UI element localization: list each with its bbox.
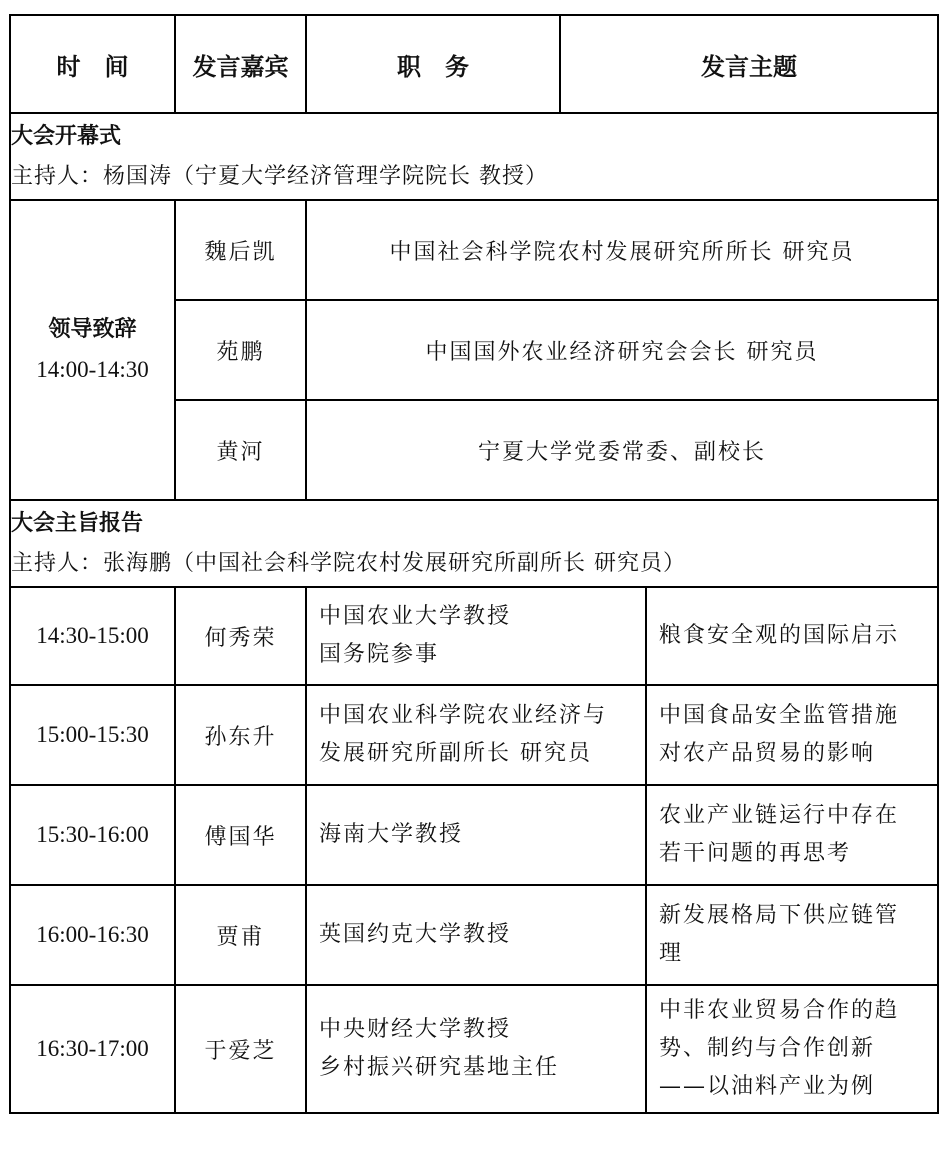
keynote-topic-line: 对农产品贸易的影响 <box>659 741 876 766</box>
keynote-row <box>10 985 938 1113</box>
keynote-time: 16:30-17:00 <box>10 985 175 1113</box>
keynote-time: 15:00-15:30 <box>10 685 175 785</box>
keynote-topic-line: 中非农业贸易合作的趋 <box>659 998 900 1023</box>
opening-speaker: 魏后凯 <box>175 200 306 300</box>
opening-row <box>10 200 938 300</box>
keynote-host: 主持人：张海鹏（中国社会科学院农村发展研究所副所长 研究员） <box>11 550 686 576</box>
keynote-time: 14:30-15:00 <box>10 587 175 685</box>
keynote-speaker: 贾甫 <box>175 885 306 985</box>
header-time: 时 间 <box>10 15 175 113</box>
keynote-speaker: 孙东升 <box>175 685 306 785</box>
keynote-topic <box>646 685 938 785</box>
keynote-time: 16:00-16:30 <box>10 885 175 985</box>
keynote-topic-line: 新发展格局下供应链管 <box>659 903 900 928</box>
keynote-position-line: 英国约克大学教授 <box>319 922 512 947</box>
keynote-topic-line: 农业产业链运行中存在 <box>659 803 900 828</box>
keynote-position <box>306 587 646 685</box>
keynote-row <box>10 587 938 685</box>
keynote-row <box>10 885 938 985</box>
keynote-topic <box>646 785 938 885</box>
opening-host: 主持人：杨国涛（宁夏大学经济管理学院院长 教授） <box>11 163 548 189</box>
opening-title: 大会开幕式 <box>11 123 122 149</box>
opening-position: 中国国外农业经济研究会会长 研究员 <box>306 300 938 400</box>
keynote-speaker: 于爱芝 <box>175 985 306 1113</box>
keynote-speaker: 傅国华 <box>175 785 306 885</box>
keynote-position-line: 海南大学教授 <box>319 822 464 847</box>
keynote-topic-line: 中国食品安全监管措施 <box>659 703 900 728</box>
keynote-position <box>306 685 646 785</box>
keynote-topic-line: ——以油料产业为例 <box>659 1074 876 1099</box>
keynote-row <box>10 785 938 885</box>
opening-session-time: 14:00-14:30 <box>36 357 149 382</box>
keynote-section-header <box>10 500 938 587</box>
header-topic: 发言主题 <box>560 15 938 113</box>
opening-speaker: 苑鹏 <box>175 300 306 400</box>
keynote-topic-line: 若干问题的再思考 <box>659 841 852 866</box>
keynote-position <box>306 785 646 885</box>
keynote-title: 大会主旨报告 <box>11 510 144 536</box>
keynote-topic-line: 势、制约与合作创新 <box>659 1036 876 1061</box>
keynote-position-line: 中央财经大学教授 <box>319 1017 512 1042</box>
keynote-position <box>306 985 646 1113</box>
keynote-position-line: 国务院参事 <box>319 642 440 667</box>
keynote-position-line: 乡村振兴研究基地主任 <box>319 1055 560 1080</box>
opening-position: 宁夏大学党委常委、副校长 <box>306 400 938 500</box>
agenda-table <box>9 14 939 1114</box>
opening-session-cell <box>10 200 175 500</box>
opening-speaker: 黄河 <box>175 400 306 500</box>
keynote-position-line: 发展研究所副所长 研究员 <box>319 741 592 766</box>
opening-session-name: 领导致辞 <box>48 317 137 342</box>
keynote-speaker: 何秀荣 <box>175 587 306 685</box>
keynote-position-line: 中国农业科学院农业经济与 <box>319 703 608 728</box>
keynote-row <box>10 685 938 785</box>
keynote-topic <box>646 587 938 685</box>
keynote-topic <box>646 985 938 1113</box>
keynote-position-line: 中国农业大学教授 <box>319 604 512 629</box>
keynote-time: 15:30-16:00 <box>10 785 175 885</box>
keynote-topic-line: 理 <box>659 941 684 966</box>
header-row <box>10 15 938 113</box>
keynote-topic-line: 粮食安全观的国际启示 <box>659 623 900 648</box>
keynote-topic <box>646 885 938 985</box>
opening-position: 中国社会科学院农村发展研究所所长 研究员 <box>306 200 938 300</box>
opening-section-header <box>10 113 938 200</box>
keynote-position <box>306 885 646 985</box>
header-speaker: 发言嘉宾 <box>175 15 306 113</box>
header-position: 职 务 <box>306 15 560 113</box>
